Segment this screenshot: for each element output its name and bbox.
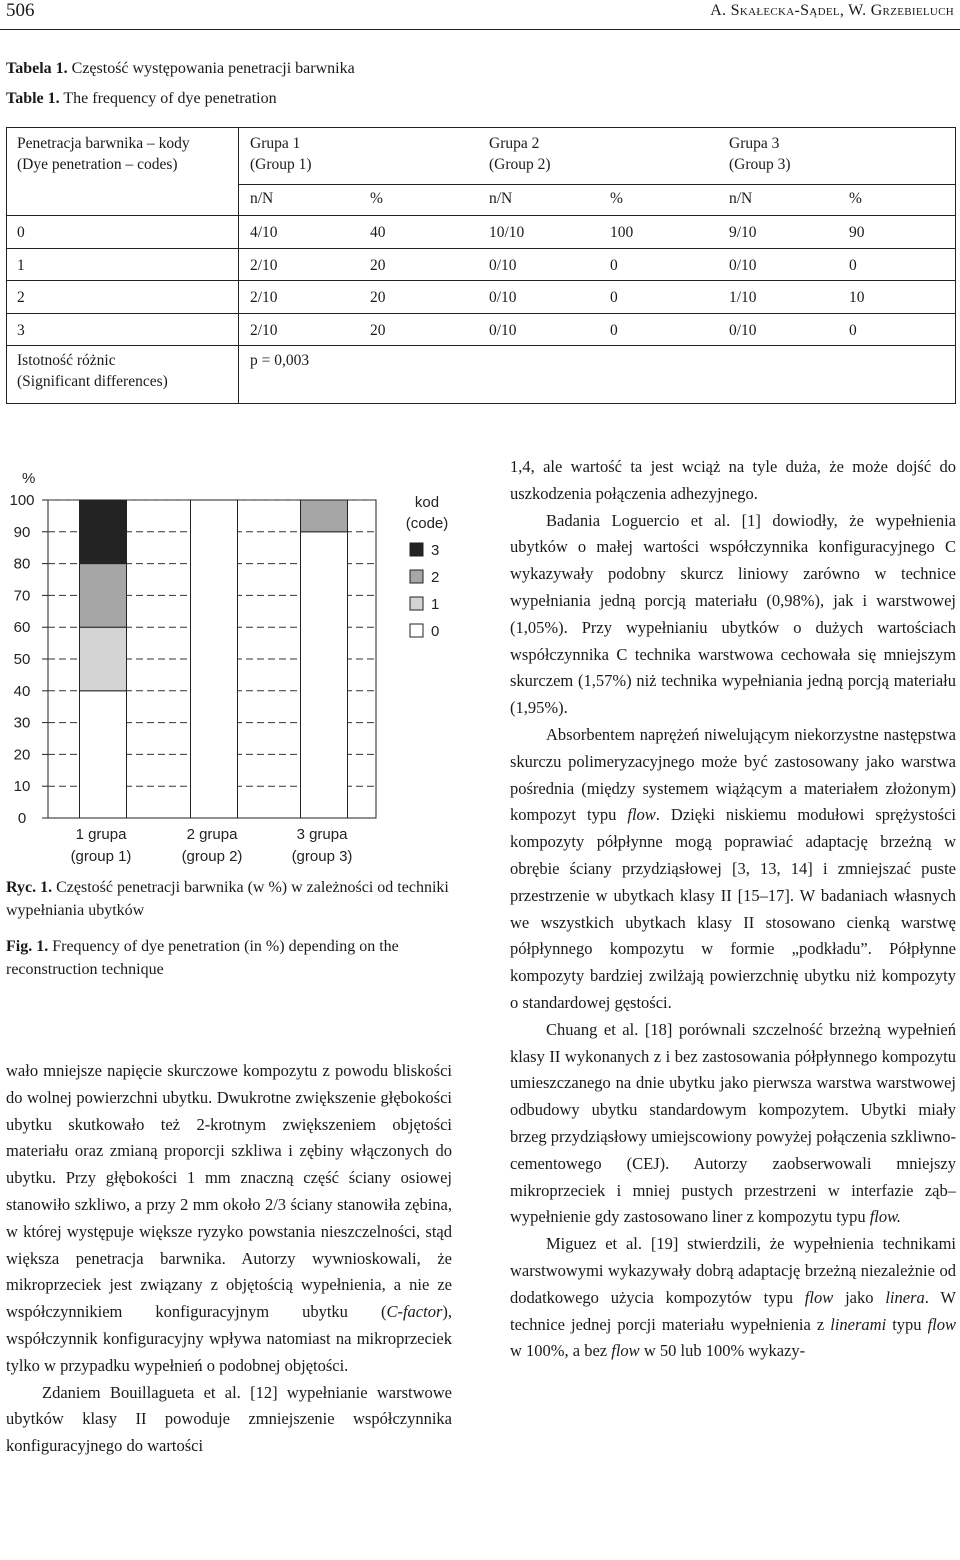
text-run: typu xyxy=(886,1314,928,1334)
bar-segment-group2-code0 xyxy=(191,500,238,818)
table-cell: 20 xyxy=(370,257,386,274)
subheader-nN: n/N xyxy=(250,190,274,207)
running-head-authors: A. Skałecka-Sądel, W. Grzebieluch xyxy=(710,2,954,19)
header-codes-pl: Penetracja barwnika – kody xyxy=(17,135,190,152)
paragraph xyxy=(510,1231,956,1365)
table-caption-en-text: The frequency of dye penetration xyxy=(63,90,277,107)
text-run: ), współczynnik konfiguracyjny wpływa natomiast na mikroprzeciek tylko w przypadku wypełnień o podobnej objętości. xyxy=(6,1302,452,1375)
subheader-nN: n/N xyxy=(729,190,753,207)
legend-label: 3 xyxy=(431,542,440,559)
x-category-label: 1 grupa xyxy=(75,826,127,843)
y-tick-label: 10 xyxy=(13,778,31,796)
table-cell: 0/10 xyxy=(729,322,757,339)
table-cell: 0 xyxy=(610,289,618,306)
italic-term: linera xyxy=(885,1287,925,1307)
x-category-label: (group 2) xyxy=(181,848,243,865)
italic-term: flow xyxy=(804,1287,834,1307)
table-cell: 10/10 xyxy=(489,224,525,241)
paragraph xyxy=(510,1017,956,1231)
legend-swatch-code3 xyxy=(410,543,423,556)
y-tick-label: 80 xyxy=(13,555,31,573)
table-cell: 40 xyxy=(370,224,386,241)
table-cell: 1/10 xyxy=(729,289,757,306)
y-tick-label: 50 xyxy=(13,651,31,668)
group-name: Grupa 2 xyxy=(489,135,540,152)
group-name: Grupa 3 xyxy=(729,135,780,152)
italic-term: flow xyxy=(611,1341,640,1361)
table-cell: 0/10 xyxy=(489,257,517,274)
y-tick-label: 90 xyxy=(13,523,31,541)
figure-caption-en-label: Fig. 1. xyxy=(6,938,49,955)
stacked-bar-chart xyxy=(0,455,470,875)
table-divider xyxy=(7,215,955,216)
italic-term: C-factor xyxy=(386,1302,443,1322)
header-rule xyxy=(0,29,960,30)
table-cell: 0/10 xyxy=(489,322,517,339)
header-group-2 xyxy=(489,133,551,175)
text-run: wało mniejsze napięcie skurczowe kompozytu z powodu bliskości do wolnej powierzchni ubytku. Dwukrotne zwiększenie głębokości ubytku skutkowało też 2-krotnym zwiększeniem objętości materiału oraz zmianą proporcji szkliwa i zębiny włączonych do ubytku. Przy głębokości 1 mm znaczną część ściany osiowej stanowiło szkliwo, a przy 2 mm około 2/3 ściany stanowiła zębina, w której występuje większe ryzyko powstania nieszczelności, stąd większa penetracja barwnika. Autorzy wywnioskowali, że mikroprzeciek jest związany z objętością wypełnienia, a nie ze współczynnikiem konfiguracyjnym ubytku ( xyxy=(6,1061,452,1322)
x-category-label: (group 3) xyxy=(291,848,353,865)
legend-swatch-code0 xyxy=(410,624,423,637)
text-run: jako xyxy=(833,1287,886,1307)
table-row-code: 1 xyxy=(17,257,25,274)
legend-title: kod xyxy=(414,494,440,511)
x-category-label: 2 grupa xyxy=(186,826,238,843)
subheader-nN: n/N xyxy=(489,190,513,207)
text-run: Zdaniem Bouillagueta et al. [12] wypełnianie warstwowe ubytków klasy II powoduje zmniejszenie współczynnika konfiguracyjnego do wartości xyxy=(6,1382,452,1456)
x-category-label: (group 1) xyxy=(70,848,132,865)
group-name-en: (Group 2) xyxy=(489,156,551,173)
table-divider xyxy=(7,248,955,249)
table-row-code: 0 xyxy=(17,224,25,241)
bar-segment-group3-code0 xyxy=(301,532,348,818)
text-run: . W technice jednej porcji materiału wypełnienia z xyxy=(510,1287,956,1334)
y-tick-label: 30 xyxy=(13,714,31,732)
bar-segment-group1-code1 xyxy=(80,627,127,691)
group-name: Grupa 1 xyxy=(250,135,301,152)
body-column-right xyxy=(510,454,956,1365)
table-cell: 0 xyxy=(849,322,857,339)
y-tick-label: 100 xyxy=(9,492,35,509)
header-group-3 xyxy=(729,133,791,175)
figure-caption-pl-label: Ryc. 1. xyxy=(6,879,53,896)
table-divider xyxy=(238,184,955,185)
subheader-pct: % xyxy=(610,190,623,207)
significance-label-pl: Istotność różnic xyxy=(17,352,116,369)
figure-1 xyxy=(0,455,470,875)
table-divider xyxy=(7,345,955,346)
subheader-pct: % xyxy=(849,190,862,207)
text-run: w 50 lub 100% wykazy- xyxy=(639,1341,806,1361)
legend-title-en: (code) xyxy=(405,515,449,532)
table-caption-en xyxy=(6,90,277,108)
frequency-table xyxy=(6,127,956,404)
legend-swatch-code1 xyxy=(410,597,423,610)
header-codes-en: (Dye penetration – codes) xyxy=(17,156,178,173)
y-axis-label: % xyxy=(22,470,36,487)
table-divider xyxy=(7,280,955,281)
subheader-pct: % xyxy=(370,190,383,207)
italic-term: flow. xyxy=(869,1207,902,1227)
table-cell: 4/10 xyxy=(250,224,278,241)
legend-label: 2 xyxy=(431,569,440,586)
header-group-1 xyxy=(250,133,312,175)
text-run: Miguez et al. [19] stwierdzili, że wypełnienia technikami warstwowymi wykazywały dobrą adaptację brzeżną niezależnie od dodatkowego użycia kompozytów typu xyxy=(510,1234,956,1307)
table-caption-en-label: Table 1. xyxy=(6,90,60,107)
body-column-left xyxy=(6,1058,452,1460)
bar-segment-group3-code2 xyxy=(301,500,348,532)
table-cell: 0 xyxy=(610,257,618,274)
significance-label xyxy=(17,350,168,392)
table-row-code: 3 xyxy=(17,322,25,339)
table-cell: 10 xyxy=(849,289,865,306)
y-tick-label: 20 xyxy=(13,746,31,764)
figure-caption-en-text: Frequency of dye penetration (in %) depending on the reconstruction technique xyxy=(6,938,399,978)
table-cell: 0/10 xyxy=(489,289,517,306)
italic-term: linerami xyxy=(830,1314,887,1334)
table-row-code: 2 xyxy=(17,289,25,306)
group-name-en: (Group 3) xyxy=(729,156,791,173)
table-caption-pl xyxy=(6,60,355,78)
bar-segment-group1-code3 xyxy=(80,500,127,564)
page-header xyxy=(0,0,960,28)
table-cell: 0/10 xyxy=(729,257,757,274)
paragraph xyxy=(6,1058,452,1380)
figure-caption-pl-text: Częstość penetracji barwnika (w %) w zależności od techniki wypełniania ubytków xyxy=(6,879,449,919)
significance-value: p = 0,003 xyxy=(250,352,310,369)
text-run: 1,4, ale wartość ta jest wciąż na tyle duża, że może dojść do uszkodzenia połączenia adhezyjnego. xyxy=(510,457,956,503)
y-tick-label: 0 xyxy=(17,810,27,827)
y-tick-label: 40 xyxy=(13,682,31,700)
text-run: Badania Loguercio et al. [1] dowiodły, że wypełnienia ubytków o małej wartości współczynnika konfiguracyjnego C wykazywały podobny skurcz liniowy zarówno w technice wypełniania jedną porcją materiału (0,98%), jak i warstwowej (1,05%). Przy wypełnianiu ubytków o dużych wartościach współczynnika C technika warstwowa cechowała się mniejszym skurczem (1,57%) niż technika wypełniania jedną porcją materiału (1,95%). xyxy=(510,510,956,718)
table-cell: 90 xyxy=(849,224,865,241)
text-run: . Dzięki niskiemu modułowi sprężystości kompozyty półpłynne mogą poprawiać adaptację brzeżną w obrębie ściany przydziąsłowej [3, 13, 14] i zmniejszać puste przestrzenie w ubytkach klasy II [15–17]. W badaniach własnych we wszystkich ubytkach klasy II stosowano cienką warstwę półpłynnego kompozytu w formie „podkładu”. Półpłynne kompozyty bardziej zwilżają powierzchnię ubytku niż kompozyty o standardowej gęstości. xyxy=(510,805,957,1012)
table-cell: 0 xyxy=(849,257,857,274)
legend-label: 1 xyxy=(431,596,440,613)
legend-swatch-code2 xyxy=(410,570,423,583)
header-codes xyxy=(17,133,190,175)
table-cell: 0 xyxy=(610,322,618,339)
y-tick-label: 70 xyxy=(13,587,31,605)
page-number: 506 xyxy=(6,0,35,21)
table-divider xyxy=(238,128,239,403)
table-cell: 100 xyxy=(610,224,634,241)
figure-caption-en xyxy=(6,935,451,981)
paragraph xyxy=(510,722,956,1017)
paragraph xyxy=(6,1380,452,1460)
figure-caption-pl xyxy=(6,876,451,922)
table-caption-pl-text: Częstość występowania penetracji barwnika xyxy=(71,60,355,77)
group-name-en: (Group 1) xyxy=(250,156,312,173)
paragraph xyxy=(510,454,956,508)
y-tick-label: 60 xyxy=(13,619,31,637)
paragraph xyxy=(510,508,956,722)
table-cell: 2/10 xyxy=(250,322,278,339)
table-cell: 20 xyxy=(370,322,386,339)
italic-term: flow xyxy=(627,805,656,825)
x-category-label: 3 grupa xyxy=(296,826,348,843)
table-cell: 20 xyxy=(370,289,386,306)
table-cell: 2/10 xyxy=(250,257,278,274)
significance-label-en: (Significant differences) xyxy=(17,373,168,390)
legend-label: 0 xyxy=(431,623,440,640)
table-divider xyxy=(7,313,955,314)
bar-segment-group1-code0 xyxy=(80,691,127,818)
bar-segment-group1-code2 xyxy=(80,564,127,628)
text-run: Chuang et al. [18] porównali szczelność brzeżną wypełnień klasy II wykonanych z i bez zastosowania półpłynnego kompozytu umieszczanego na dnie ubytku jako pierwsza warstwa warstwowej odbudowy ubytku standardowym kompozytem. Ubytki miały brzeg przydziąsłowy umiejscowiony powyżej połączenia szkliwno-cementowego (CEJ). Autorzy zaobserwowali mniejszy mikroprzeciek i mniej pustych przestrzeni w interfazie ząb–wypełnienie gdy zastosowano liner z kompozytu typu xyxy=(510,1019,956,1227)
table-cell: 9/10 xyxy=(729,224,757,241)
table-caption-pl-label: Tabela 1. xyxy=(6,60,68,77)
italic-term: flow xyxy=(927,1314,956,1334)
text-run: w 100%, a bez xyxy=(510,1341,612,1361)
text-run: Absorbentem naprężeń niwelującym niekorzystne następstwa skurczu polimeryzacyjnego może być zastosowany jako warstwa pośrednia (między systemem wiążącym a materiałem złożonym) kompozyt typu xyxy=(510,724,956,825)
table-cell: 2/10 xyxy=(250,289,278,306)
